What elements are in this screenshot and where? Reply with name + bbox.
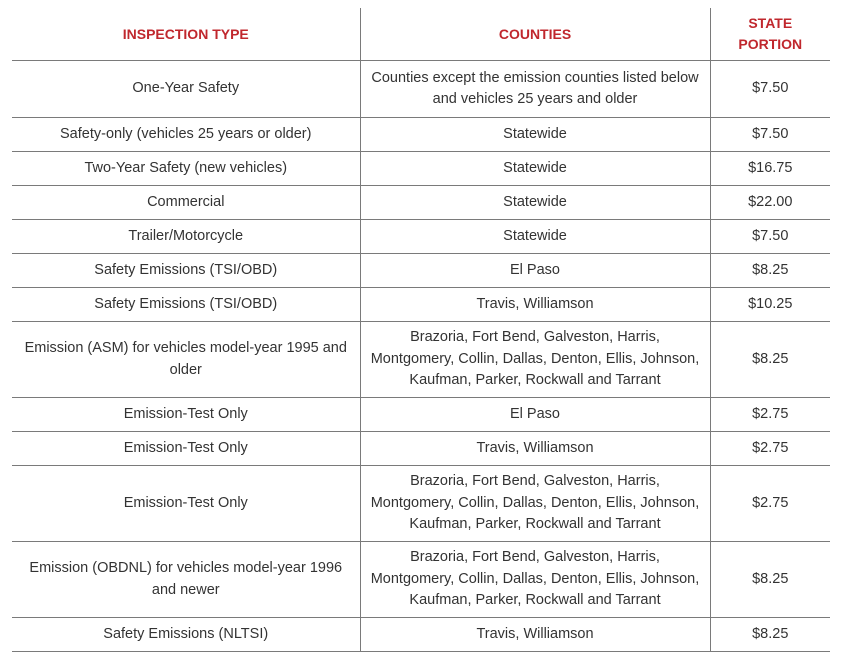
table-row <box>12 220 830 254</box>
table-row <box>12 322 830 398</box>
table-row <box>12 288 830 322</box>
cell-counties: El Paso <box>360 398 710 432</box>
cell-counties: Travis, Williamson <box>360 288 710 322</box>
cell-state-portion: $2.75 <box>710 398 830 432</box>
table-row <box>12 152 830 186</box>
table-row <box>12 618 830 652</box>
cell-state-portion: $2.75 <box>710 432 830 466</box>
cell-inspection-type: Emission-Test Only <box>12 398 360 432</box>
cell-inspection-type: Trailer/Motorcycle <box>12 220 360 254</box>
header-inspection-type: INSPECTION TYPE <box>12 8 360 61</box>
cell-state-portion: $2.75 <box>710 466 830 542</box>
cell-inspection-type: Emission (OBDNL) for vehicles model-year 1996 and newer <box>12 542 360 618</box>
cell-state-portion: $8.25 <box>710 542 830 618</box>
cell-inspection-type: Safety-only (vehicles 25 years or older) <box>12 118 360 152</box>
cell-inspection-type: Safety Emissions (TSI/OBD) <box>12 254 360 288</box>
table-row <box>12 466 830 542</box>
table-row <box>12 254 830 288</box>
cell-inspection-type: Emission (ASM) for vehicles model-year 1995 and older <box>12 322 360 398</box>
cell-counties: Statewide <box>360 152 710 186</box>
table-row <box>12 432 830 466</box>
cell-inspection-type: Two-Year Safety (new vehicles) <box>12 152 360 186</box>
table-header <box>12 8 830 61</box>
cell-counties: Brazoria, Fort Bend, Galveston, Harris, Montgomery, Collin, Dallas, Denton, Ellis, Johnson, Kaufman, Parker, Rockwall and Tarrant <box>360 542 710 618</box>
cell-inspection-type: Safety Emissions (NLTSI) <box>12 618 360 652</box>
table-row <box>12 61 830 118</box>
inspection-fees-table-container <box>12 8 830 652</box>
table-row <box>12 398 830 432</box>
cell-inspection-type: Emission-Test Only <box>12 432 360 466</box>
cell-state-portion: $16.75 <box>710 152 830 186</box>
inspection-fees-table <box>12 8 830 652</box>
header-row <box>12 8 830 61</box>
table-row <box>12 542 830 618</box>
cell-inspection-type: Emission-Test Only <box>12 466 360 542</box>
cell-state-portion: $10.25 <box>710 288 830 322</box>
cell-state-portion: $22.00 <box>710 186 830 220</box>
cell-state-portion: $7.50 <box>710 220 830 254</box>
cell-counties: Travis, Williamson <box>360 618 710 652</box>
cell-counties: Statewide <box>360 118 710 152</box>
header-counties: COUNTIES <box>360 8 710 61</box>
cell-counties: Brazoria, Fort Bend, Galveston, Harris, Montgomery, Collin, Dallas, Denton, Ellis, Johnson, Kaufman, Parker, Rockwall and Tarrant <box>360 322 710 398</box>
table-row <box>12 118 830 152</box>
cell-inspection-type: Safety Emissions (TSI/OBD) <box>12 288 360 322</box>
cell-state-portion: $8.25 <box>710 618 830 652</box>
cell-counties: Statewide <box>360 186 710 220</box>
cell-counties: El Paso <box>360 254 710 288</box>
cell-counties: Statewide <box>360 220 710 254</box>
cell-counties: Brazoria, Fort Bend, Galveston, Harris, Montgomery, Collin, Dallas, Denton, Ellis, Johnson, Kaufman, Parker, Rockwall and Tarrant <box>360 466 710 542</box>
cell-counties: Travis, Williamson <box>360 432 710 466</box>
cell-state-portion: $7.50 <box>710 61 830 118</box>
cell-inspection-type: One-Year Safety <box>12 61 360 118</box>
header-state-portion: STATE PORTION <box>710 8 830 61</box>
cell-counties: Counties except the emission counties listed below and vehicles 25 years and older <box>360 61 710 118</box>
cell-state-portion: $8.25 <box>710 254 830 288</box>
table-row <box>12 186 830 220</box>
cell-inspection-type: Commercial <box>12 186 360 220</box>
table-body <box>12 61 830 652</box>
cell-state-portion: $7.50 <box>710 118 830 152</box>
cell-state-portion: $8.25 <box>710 322 830 398</box>
